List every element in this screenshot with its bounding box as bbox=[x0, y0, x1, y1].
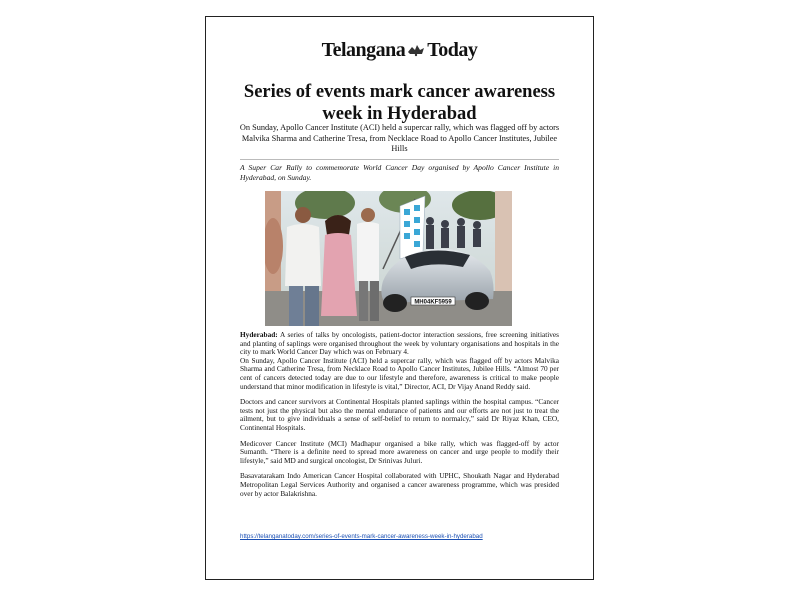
clipping-page bbox=[205, 16, 594, 580]
body-paragraph-1-text: A series of talks by oncologists, patient-doctor interaction sessions, free screening initiatives and planting of saplings were organised throughout the week by voluntary organisations and hospitals in the city to mark World Cancer Day which was on February 4. bbox=[240, 330, 559, 357]
body-paragraph-2: On Sunday, Apollo Cancer Institute (ACI) held a supercar rally, which was flagged off by actors Malvika Sharma and Catherine Tresa, from Necklace Road to Apollo Cancer Institutes, Jubilee Hills. “Almost 70 per cent of cancers detected today are due to our lifestyle and therefore, awareness is critical to make people understand that minor modification in lifestyle is vital,” Director, ACI, Dr Vijay Anand Reddy said. bbox=[240, 355, 559, 391]
source-link[interactable]: https://telanganatoday.com/series-of-events-mark-cancer-awareness-week-in-hyderabad bbox=[240, 533, 483, 540]
divider bbox=[240, 159, 559, 160]
subheadline: On Sunday, Apollo Cancer Institute (ACI) held a supercar rally, which was flagged off by actors Malvika Sharma and Catherine Tresa, from Necklace Road to Apollo Cancer Institutes, Jubilee Hills bbox=[239, 123, 560, 153]
body-paragraph-3: Doctors and cancer survivors at Continental Hospitals planted saplings within the hospital campus. “Cancer tests not just the physical but also the mental endurance of patients and our efforts are not just to treat the ailment, but to give individuals a sense of self-belief to return to normalcy,” said Dr Riyaz Khan, CEO, Continental Hospitals. bbox=[240, 397, 559, 432]
body-paragraph-4: Medicover Cancer Institute (MCI) Madhapur organised a bike rally, which was flagged-off by actor Sumanth. “There is a definite need to spread more awareness on cancer and urge people to modify their lifestyle,” said MD and surgical oncologist, Dr Srinivas Juluri. bbox=[240, 438, 559, 465]
headline: Series of events mark cancer awareness week in Hyderabad bbox=[243, 82, 556, 124]
photo-caption: A Super Car Rally to commemorate World Cancer Day organised by Apollo Cancer Institute in Hyderabad, on Sunday. bbox=[240, 163, 559, 182]
news-photo bbox=[265, 191, 512, 326]
article-body bbox=[240, 331, 559, 505]
masthead-logo-icon bbox=[407, 43, 425, 57]
masthead bbox=[206, 39, 593, 62]
body-paragraph-1 bbox=[240, 331, 559, 357]
body-paragraph-5: Basavatarakam Indo American Cancer Hospital collaborated with UPHC, Shoukath Nagar and Hyderabad Metropolitan Legal Services Authority and organised a cancer awareness programme, which was presided over by actor Balakrishna. bbox=[240, 471, 559, 498]
masthead-right: Today bbox=[427, 39, 478, 61]
masthead-left: Telangana bbox=[321, 39, 406, 61]
license-plate: MH04KF5959 bbox=[414, 299, 452, 306]
photo-illustration bbox=[265, 191, 512, 326]
dateline: Hyderabad: bbox=[240, 330, 278, 339]
